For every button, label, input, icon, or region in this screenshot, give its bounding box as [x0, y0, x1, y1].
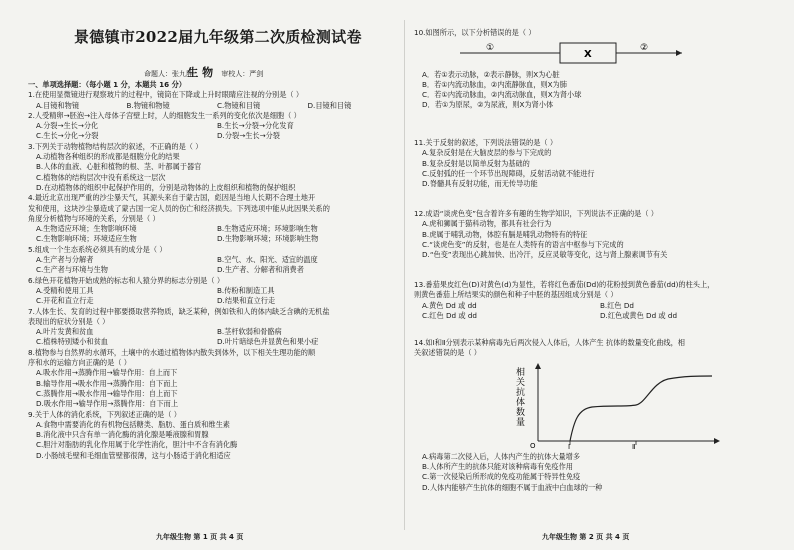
- q1-option: A.目镜和物镜: [36, 100, 80, 110]
- q13-option-c: C.红色 Dd 或 dd: [422, 310, 477, 320]
- q14-ylabel: 相关抗体数量: [516, 367, 526, 428]
- q7-stem: 7.人体生长、发育的过程中都要摄取营养物质，缺乏某种，例如铁和人的体内缺乏含碘的无机盐: [28, 306, 330, 316]
- q4-stem-cont: 角度分析植物与环境的关系，分别是（ ）: [28, 213, 160, 223]
- q5-options-row1: [28, 255, 398, 265]
- q10-option: D．若①为原尿，②为尿液，则X为肾小体: [422, 100, 554, 110]
- page-divider: [404, 20, 405, 530]
- q13-options-row1: [414, 301, 778, 311]
- author-name: 张九胜: [172, 70, 193, 78]
- q10-left-label: ①: [486, 43, 495, 54]
- q13-stem: 13.番茄果皮红色(D)对黄色(d)为显性，若将红色番茄(Dd)的花粉授到黄色番茄(dd)的柱头上，: [414, 280, 715, 289]
- q10-options: [414, 70, 778, 111]
- q4-option: A.生物适应环境；生物影响环境: [36, 224, 137, 234]
- q14-option: C.第一次侵染后所形成的免疫功能属于特异性免疫: [422, 472, 581, 482]
- q8-option: A.吸水作用→蒸腾作用→输导作用：自上而下: [36, 368, 178, 378]
- q7-options-row1: [28, 327, 398, 337]
- q6-option: C.开花和直立行走: [36, 296, 94, 306]
- q10-box-label: X: [584, 49, 592, 61]
- q11-option: D.脊髓具有反射功能，而无传导功能: [422, 179, 538, 189]
- q5-options-row2: [28, 265, 398, 275]
- q6-stem: 6.绿色开花植物开始成熟的标志和人猿分界的标志分别是（ ）: [28, 275, 225, 285]
- q14-option: B.人体所产生的抗体只能对该种病毒有免疫作用: [422, 462, 573, 472]
- q1-option: B.物镜和物镜: [126, 100, 170, 110]
- q7-options-row2: [28, 337, 398, 347]
- q6-options-row2: [28, 296, 398, 306]
- q13-options-row2: [414, 311, 778, 321]
- author-label: 命题人：: [144, 70, 172, 78]
- q7-option: A.叶片发黄和贫血: [36, 327, 94, 337]
- q14-option: D.人体内能够产生抗体的细胞不属于血液中白血球的一种: [422, 482, 603, 492]
- q14-stem: 14.如Ⅰ和Ⅱ分别表示某种病毒先后两次侵入人体后，人体产生 抗体的数量变化曲线，相: [414, 338, 685, 347]
- q14-xtick-2: Ⅱ: [632, 442, 636, 449]
- q3-stem: 3.下列关于动物植物结构层次的叙述，不正确的是（ ）: [28, 141, 203, 151]
- q3-option: A.动植物各种组织的形成都是细胞分化的结果: [36, 152, 180, 162]
- q9-option: C.胆汁对脂肪的乳化作用属于化学性消化，胆汁中不含有消化酶: [36, 440, 238, 450]
- q5-option: B.空气、水、阳光、适宜的温度: [217, 255, 318, 265]
- q2-option: C.生长→分化→分裂: [36, 131, 99, 141]
- q12-options: [414, 219, 778, 260]
- q4-options-row1: [28, 224, 398, 234]
- q12-option: D.“色变”表现出心跳加快、出冷汗，反应灵敏等变化，这与肾上腺素调节有关: [422, 250, 668, 260]
- q4-stem-cont: 发和使用，这块沙尘暴造成了蒙古国一定人员的伤亡和经济损失。下列选项中能从此因果关系的: [28, 203, 330, 213]
- section-heading: 一、单项选择题：（每小题 1 分，本题共 16 分）: [28, 80, 186, 89]
- q6-option: D.结果和直立行走: [217, 296, 276, 306]
- q2-stem: 2.人受精卵→胚泡→注入母体子宫壁上时，人的细胞发生一系列的变化依次是细胞（ ）: [28, 110, 301, 120]
- q4-option: B.生物适应环境；环境影响生物: [217, 224, 318, 234]
- q11-options: [414, 148, 778, 189]
- q6-option: B.传粉和制造工具: [217, 285, 275, 295]
- question-12: [414, 209, 778, 260]
- page-title: 景德镇市2022届九年级第二次质检测试卷: [74, 28, 362, 46]
- q9-option: A.食物中需要消化的有机物包括糖类、脂肪、蛋白质和维生素: [36, 419, 230, 429]
- footer-left: 九年级生物 第 1 页 共 4 页: [156, 532, 244, 541]
- reviewer-label: 审校人：严剑: [221, 70, 264, 78]
- q14-antibody-curve: [508, 361, 748, 449]
- q11-stem: 11.关于反射的叙述，下列说法错误的是（ ）: [414, 138, 558, 147]
- q9-stem: 9.关于人体的消化系统，下列叙述正确的是（ ）: [28, 409, 181, 419]
- q5-stem: 5.组成一个生态系统必须具有的成分是（ ）: [28, 244, 167, 254]
- q14-option: A.病毒第二次侵入后，人体内产生的抗体大量增多: [422, 451, 581, 461]
- q3-option: C.植物体的结构层次中没有系统这一层次: [36, 172, 166, 182]
- q6-options-row1: [28, 286, 398, 296]
- q8-stem: 8.植物参与自然界的水循环，土壤中的水通过植物体内散失到体外，以下相关生理功能的顺: [28, 347, 316, 357]
- q14-origin: O: [530, 441, 536, 449]
- q14-xtick-1: Ⅰ: [568, 442, 571, 449]
- q13-stem-cont: 则黄色番茄上所结果实的颜色和种子中胚的基因组成分别是（ ）: [414, 290, 618, 300]
- q2-option: A.分裂→生长→分化: [36, 121, 99, 131]
- q2-options-row2: [28, 131, 398, 141]
- q7-stem-cont: 表现出的症状分别是（ ）: [28, 316, 110, 326]
- q5-option: D.生产者、分解者和消费者: [217, 265, 304, 275]
- q4-options-row2: [28, 234, 398, 244]
- q12-stem: 12.成语“谈虎色变”包含着许多有趣的生物学知识，下列说法不正确的是（ ）: [414, 209, 658, 218]
- q13-option-d: D.红色或黄色 Dd 或 dd: [600, 310, 678, 320]
- q10-option: A．若①表示动脉，②表示静脉，则X为心脏: [422, 69, 560, 79]
- q12-option: A.虎和狮属于猫科动物，都具有社会行为: [422, 219, 552, 229]
- author-meta: [144, 68, 263, 79]
- q2-options-row1: [28, 121, 398, 131]
- q8-stem-cont: 序和水的运输方向正确的是（ ）: [28, 358, 131, 368]
- question-14: [414, 338, 778, 493]
- q11-option: C.反射弧的任一个环节出现障碍，反射活动就不能进行: [422, 168, 595, 178]
- q4-option: D.生物影响环境；环境影响生物: [217, 234, 319, 244]
- q7-option: C.植株特别矮小和贫血: [36, 337, 108, 347]
- q13-option-b: B.红色 Dd: [600, 300, 634, 310]
- right-column: [414, 0, 778, 550]
- q1-options: [28, 101, 398, 111]
- q12-option: B.虎属于哺乳动物，体腔有膈是哺乳动物特有的特征: [422, 229, 588, 239]
- q5-option: C.生产者与环境与生物: [36, 265, 108, 275]
- q10-right-label: ②: [640, 43, 649, 54]
- q10-stem: 10.如图所示，以下分析错误的是（ ）: [414, 28, 536, 37]
- q7-option: B.茎杆软弱和骨骼病: [217, 327, 282, 337]
- q4-option: C.生物影响环境；环境适应生物: [36, 234, 137, 244]
- left-questions: [28, 80, 398, 461]
- q11-option: B.复杂反射是以简单反射为基础的: [422, 158, 530, 168]
- left-column: [28, 0, 398, 550]
- q5-option: A.生产者与分解者: [36, 255, 94, 265]
- question-10: [414, 28, 778, 111]
- q4-stem: 4.最近北京出现严重的沙尘暴天气，其源头来自于蒙古国，彪因是当地人长期不合理土地开: [28, 193, 316, 203]
- q8-option: D.吸水作用→输导作用→蒸腾作用：自下而上: [36, 399, 179, 409]
- q1-option: D.目镜和目镜: [307, 100, 352, 110]
- q2-option: B.生长→分裂→分化发育: [217, 121, 294, 131]
- q9-option: B.消化液中只含有单一消化酶的消化腺是唾液腺和胃腺: [36, 430, 209, 440]
- q11-option: A.复杂反射是在大脑皮层的参与下完成的: [422, 148, 552, 158]
- subject-label: 生 物: [187, 66, 214, 79]
- q2-option: D.分裂→生长→分裂: [217, 131, 280, 141]
- q8-option: B.输导作用→吸水作用→蒸腾作用：自下而上: [36, 378, 178, 388]
- q14-options: [414, 452, 778, 493]
- q1-stem: 1.在使用显微镜进行观察玻片的过程中，镜筒在下降或上升时眼睛应注视的分别是（ ）: [28, 90, 304, 100]
- footer-right: 九年级生物 第 2 页 共 4 页: [542, 532, 630, 541]
- q7-option: D.叶片暗绿色并显黄色和果小症: [217, 337, 319, 347]
- q14-curve-line: [570, 376, 712, 441]
- q12-option: C.“谈虎色变”的反射，也是在人类特有的语言中枢参与下完成的: [422, 239, 624, 249]
- q6-option: A.受精和使用工具: [36, 285, 94, 295]
- q3-option: D.在动植物体的组织中起保护作用的，分别是动物体的上皮组织和植物的保护组织: [36, 182, 296, 192]
- question-13: [414, 280, 778, 321]
- q10-diagram: [450, 40, 690, 66]
- q8-option: C.蒸腾作用→吸水作用→输导作用：自上而下: [36, 388, 178, 398]
- q13-option-a: A.黄色 Dd 或 dd: [422, 300, 477, 310]
- q1-option: C.物镜和目镜: [217, 100, 261, 110]
- q9-option: D.小肠绒毛壁和毛细血管壁都很薄，这与小肠适于消化相适应: [36, 450, 231, 460]
- q14-stem-cont: 关叙述错误的是（ ）: [414, 348, 481, 358]
- q10-option: B．若①内流动脉血，②内流静脉血，则X为肺: [422, 79, 567, 89]
- question-11: [414, 138, 778, 189]
- q3-option: B.人体的血液、心脏和植物的根、茎、叶都属于器官: [36, 162, 202, 172]
- q10-option: C．若①内流动脉血，②内流动脉血，则X为肾小球: [422, 90, 582, 100]
